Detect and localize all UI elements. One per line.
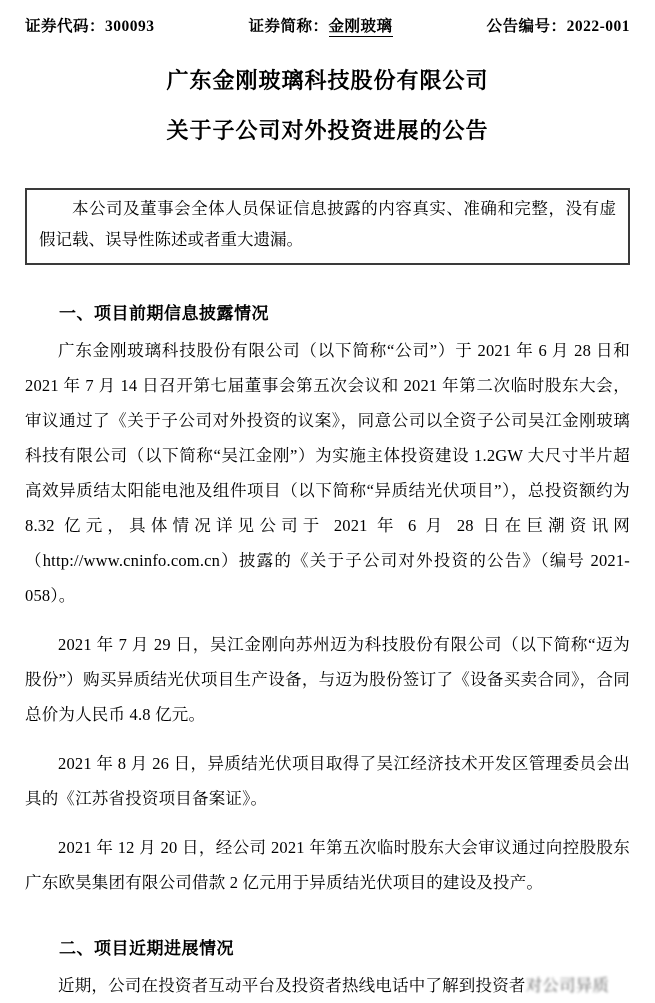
disclaimer-box bbox=[25, 188, 630, 265]
section-1-heading: 一、项目前期信息披露情况 bbox=[59, 304, 269, 323]
stock-name-value: 金刚玻璃 bbox=[328, 18, 393, 35]
body-paragraph-3: 2021 年 8 月 26 日，异质结光伏项目取得了吴江经济技术开发区管理委员会出具的《江苏省投资项目备案证》。 bbox=[25, 754, 630, 808]
stock-code-value: 300093 bbox=[105, 18, 155, 35]
disclaimer-text: 本公司及董事会全体人员保证信息披露的内容真实、准确和完整，没有虚假记载、误导性陈述或者重大遗漏。 bbox=[39, 199, 616, 249]
partial-paragraph-blurred-tail: 对公司异质 bbox=[525, 976, 610, 995]
document-body bbox=[0, 302, 655, 1003]
announcement-number bbox=[487, 14, 630, 36]
stock-name bbox=[249, 14, 393, 36]
body-paragraph-2: 2021 年 7 月 29 日，吴江金刚向苏州迈为科技股份有限公司（以下简称“迈为股份”）购买异质结光伏项目生产设备，与迈为股份签订了《设备买卖合同》，合同总价为人民币 4.8 亿元。 bbox=[25, 635, 630, 724]
stock-name-label: 证券简称： bbox=[248, 18, 329, 35]
document-title bbox=[0, 56, 655, 156]
title-line-2: 关于子公司对外投资进展的公告 bbox=[166, 118, 489, 143]
body-paragraph-1: 广东金刚玻璃科技股份有限公司（以下简称“公司”）于 2021 年 6 月 28 日和 2021 年 7 月 14 日召开第七届董事会第五次会议和 2021 年第二次临时股东大会，审议通过了《关于子公司对外投资的议案》，同意公司以全资子公司吴江金刚玻璃科技有限公司（以下简称“吴江金刚”）为实施主体投资建设 1.2GW 大尺寸半片超高效异质结太阳能电池及组件项目（以下简称“异质结光伏项目”），总投资额约为 8.32 亿元，具体情况详见公司于 2021 年 6 月 28 日在巨潮资讯网（http://www.cninfo.com.cn）披露的《关于子公司对外投资的公告》（编号 2021-058）。 bbox=[25, 341, 630, 605]
section-2-heading: 二、项目近期进展情况 bbox=[59, 939, 234, 958]
partial-paragraph bbox=[25, 968, 630, 1003]
stock-code bbox=[25, 14, 155, 36]
body-paragraph-4: 2021 年 12 月 20 日，经公司 2021 年第五次临时股东大会审议通过向控股股东广东欧昊集团有限公司借款 2 亿元用于异质结光伏项目的建设及投产。 bbox=[25, 838, 630, 892]
partial-paragraph-text: 近期，公司在投资者互动平台及投资者热线电话中了解到投资者 bbox=[58, 976, 526, 995]
title-line-1: 广东金刚玻璃科技股份有限公司 bbox=[166, 68, 489, 93]
stock-code-label: 证券代码： bbox=[25, 18, 106, 35]
announcement-number-label: 公告编号： bbox=[486, 18, 567, 35]
announcement-number-value: 2022-001 bbox=[566, 18, 630, 35]
document-header-row bbox=[0, 0, 655, 36]
